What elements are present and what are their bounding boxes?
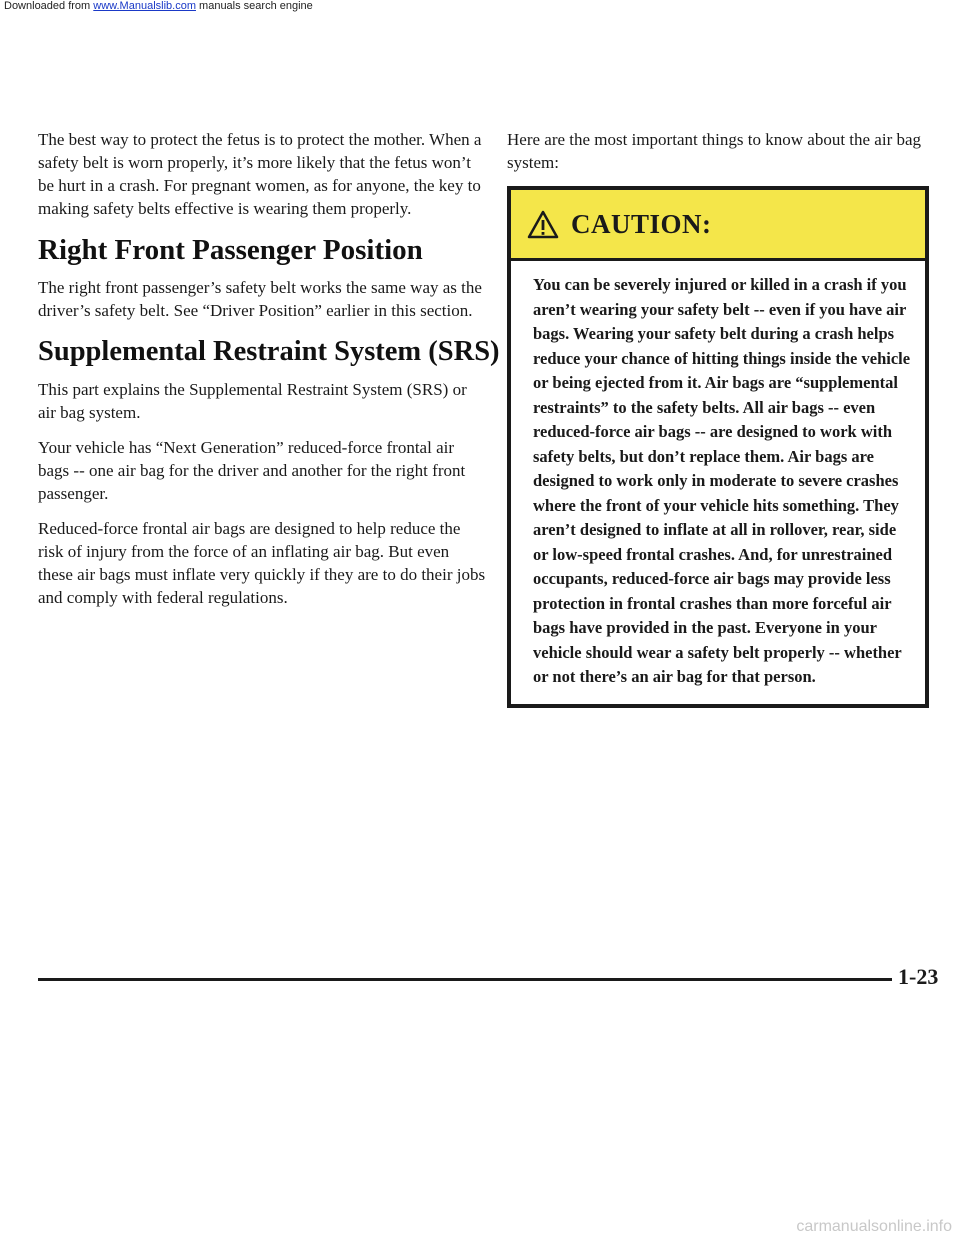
footer-rule	[38, 978, 892, 981]
page-number: 1-23	[898, 964, 939, 989]
download-banner	[4, 0, 313, 12]
caution-box	[507, 186, 929, 708]
banner-suffix: manuals search engine	[195, 0, 313, 12]
caution-title: CAUTION:	[571, 208, 712, 239]
srs-paragraph-1: This part explains the Supplemental Restraint System (SRS) or air bag system.	[38, 380, 467, 422]
banner-prefix: Downloaded from	[4, 0, 94, 12]
site-watermark: carmanualsonline.info	[796, 1218, 952, 1235]
fetus-protection-paragraph: The best way to protect the fetus is to protect the mother. When a safety belt is worn properly, it’s more likely that the fetus won’t be hurt in a crash. For pregnant women, as for anyone, the key to making safety belts effective is wearing them properly.	[38, 130, 482, 218]
manualslib-link[interactable]: www.Manualslib.com	[93, 0, 196, 12]
srs-heading: Supplemental Restraint System (SRS)	[38, 336, 500, 367]
left-column	[38, 128, 500, 621]
srs-paragraph-2: Your vehicle has “Next Generation” reduced-force frontal air bags -- one air bag for the driver and another for the right front passenger.	[38, 438, 466, 503]
srs-paragraph-3: Reduced-force frontal air bags are designed to help reduce the risk of injury from the force of an inflating air bag. But even these air bags must inflate very quickly if they are to do their jobs and comply with federal regulations.	[38, 519, 486, 607]
right-column	[507, 128, 937, 708]
air-bag-intro-paragraph: Here are the most important things to know about the air bag system:	[507, 130, 922, 172]
caution-body: You can be severely injured or killed in a crash if you aren’t wearing your safety belt -- even if you have air bags. Wearing your safety belt during a crash helps reduce your chance of hitting things inside the vehicle or being ejected from it. Air bags are “supplemental restraints” to the safety belts. All air bags -- even reduced-force air bags -- are designed to work with safety belts, but don’t replace them. Air bags are designed to work only in moderate to severe crashes where the front of your vehicle hits something. They aren’t designed to inflate at all in rollover, rear, side or low-speed frontal crashes. And, for unrestrained occupants, reduced-force air bags may provide less protection in frontal crashes than more forceful air bags have provided in the past. Everyone in your vehicle should wear a safety belt properly -- whether or not there’s an air bag for that person.	[533, 275, 911, 686]
right-front-passenger-paragraph: The right front passenger’s safety belt works the same way as the driver’s safety belt. See “Driver Position” earlier in this section.	[38, 278, 482, 320]
right-front-passenger-heading: Right Front Passenger Position	[38, 234, 423, 266]
caution-header	[511, 190, 925, 261]
warning-triangle-icon	[527, 210, 559, 239]
